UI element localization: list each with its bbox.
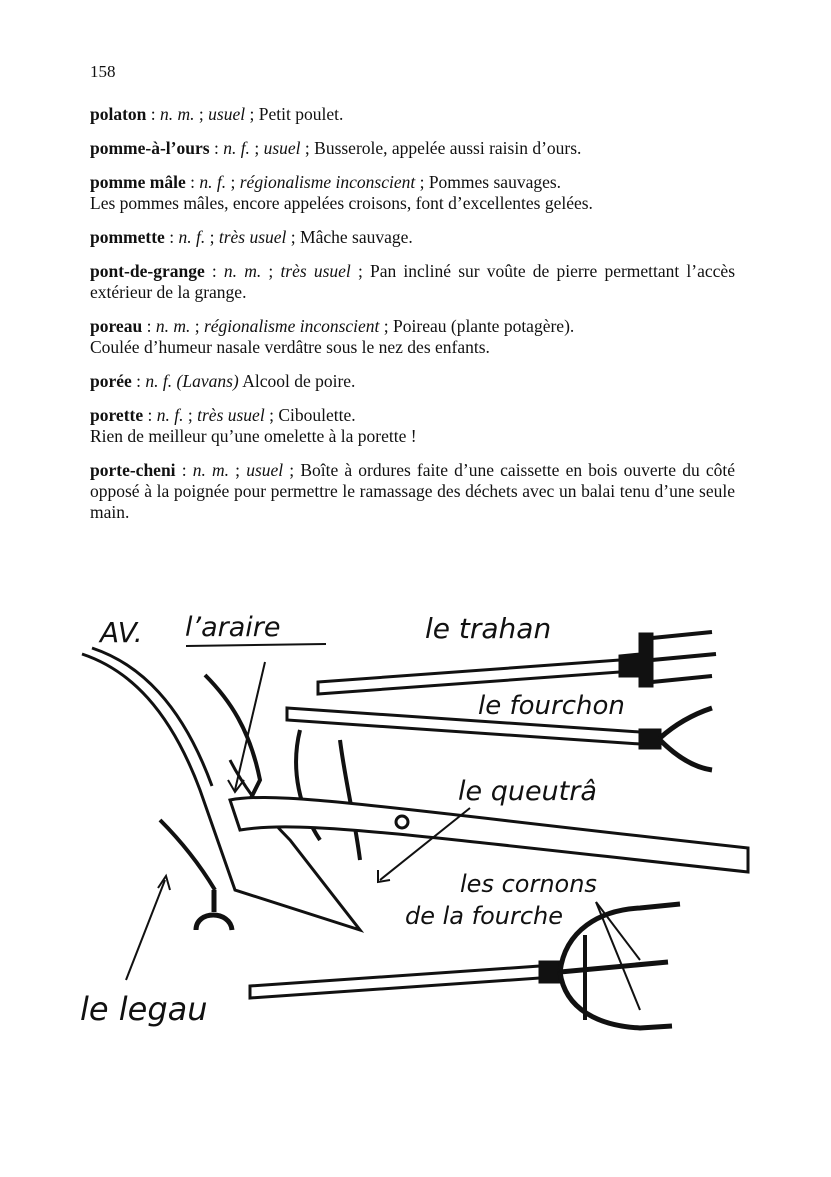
entry-headword: pomme mâle xyxy=(90,172,186,192)
entry-headword: poreau xyxy=(90,316,143,336)
entry-category: n. f. xyxy=(156,405,184,425)
label-trahan: le trahan xyxy=(425,612,552,645)
entry-register: très usuel xyxy=(280,261,351,281)
entry-category: n. m. xyxy=(192,460,230,480)
entry-headword: polaton xyxy=(90,104,147,124)
entry-definition: Pan incliné sur voûte de pierre permettant l’accès extérieur de la grange. xyxy=(90,261,735,302)
entry-definition: Ciboulette. xyxy=(278,405,356,425)
dictionary-entry: poreau : n. m. ; régionalisme inconscient ; Poireau (plante potagère). Coulée d’humeur nasale verdâtre sous le nez des enfants. xyxy=(90,316,735,358)
label-queutra: le queutrâ xyxy=(458,776,597,807)
dictionary-entry: pommette : n. f. ; très usuel ; Mâche sauvage. xyxy=(90,227,413,247)
dictionary-entry: pont-de-grange : n. m. ; très usuel ; Pan incliné sur voûte de pierre permettant l’accès extérieur de la grange. xyxy=(90,261,735,302)
label-fourchon: le fourchon xyxy=(478,691,625,721)
entry-category: n. f. xyxy=(223,138,250,158)
entry-register: usuel xyxy=(208,104,246,124)
entry-category: n. f. xyxy=(199,172,227,192)
page-number: 158 xyxy=(90,62,116,81)
farm-tools-illustration xyxy=(0,590,831,1050)
legau-arrow xyxy=(126,876,170,980)
entry-headword: pommette xyxy=(90,227,165,247)
entry-register: usuel xyxy=(246,460,284,480)
label-cornons-line2: de la fourche xyxy=(405,902,564,930)
entry-headword: pont-de-grange xyxy=(90,261,205,281)
entry-register: régionalisme inconscient xyxy=(239,172,416,192)
dictionary-entry: pomme-à-l’ours : n. f. ; usuel ; Busserole, appelée aussi raisin d’ours. xyxy=(90,138,582,158)
entry-headword: porée xyxy=(90,371,132,391)
entry-category: n. m. xyxy=(160,104,195,124)
label-cornons-line1: les cornons xyxy=(460,870,597,898)
entry-category: n. f. xyxy=(178,227,206,247)
entry-category: n. f. xyxy=(145,371,173,391)
entry-definition: Mâche sauvage. xyxy=(300,227,413,247)
entry-register: très usuel xyxy=(218,227,287,247)
label-legau: le legau xyxy=(80,990,208,1028)
dictionary-entries xyxy=(90,104,735,536)
label-araire: l’araire xyxy=(185,612,281,643)
entry-category: n. m. xyxy=(223,261,262,281)
entry-definition: Petit poulet. xyxy=(258,104,344,124)
entry-definition: Poireau (plante potagère). xyxy=(393,316,575,336)
entry-register: (Lavans) xyxy=(176,371,239,391)
dictionary-entry: polaton : n. m. ; usuel ; Petit poulet. xyxy=(90,104,344,124)
entry-example: Les pommes mâles, encore appelées croisons, font d’excellentes gelées. xyxy=(90,193,593,213)
entry-register: régionalisme inconscient xyxy=(203,316,380,336)
entry-definition: Busserole, appelée aussi raisin d’ours. xyxy=(314,138,582,158)
dictionary-entry: porée : n. f. (Lavans) Alcool de poire. xyxy=(90,371,356,391)
entry-register: usuel xyxy=(263,138,301,158)
entry-headword: pomme-à-l’ours xyxy=(90,138,210,158)
araire-drawing xyxy=(82,648,748,930)
entry-category: n. m. xyxy=(155,316,191,336)
entry-headword: porte-cheni xyxy=(90,460,176,480)
label-underline xyxy=(186,644,326,646)
entry-example: Rien de meilleur qu’une omelette à la porette ! xyxy=(90,426,417,446)
entry-headword: porette xyxy=(90,405,144,425)
dictionary-entry: porette : n. f. ; très usuel ; Ciboulette. Rien de meilleur qu’une omelette à la porette ! xyxy=(90,405,735,447)
entry-register: très usuel xyxy=(197,405,265,425)
entry-definition: Pommes sauvages. xyxy=(428,172,562,192)
dictionary-entry: porte-cheni : n. m. ; usuel ; Boîte à ordures faite d’une caissette en bois ouverte du côté opposé à la poignée pour permettre le ramassage des déchets avec un balai tenu d’une seule main. xyxy=(90,460,735,522)
entry-definition: Boîte à ordures faite d’une caissette en bois ouverte du côté opposé à la poignée pour permettre le ramassage des déchets avec un balai tenu d’une seule main. xyxy=(90,460,735,522)
entry-definition: Alcool de poire. xyxy=(242,371,356,391)
dictionary-entry: pomme mâle : n. f. ; régionalisme inconscient ; Pommes sauvages. Les pommes mâles, encore appelées croisons, font d’excellentes gelées. xyxy=(90,172,735,214)
entry-example: Coulée d’humeur nasale verdâtre sous le nez des enfants. xyxy=(90,337,490,357)
artist-signature: AV. xyxy=(100,616,143,649)
